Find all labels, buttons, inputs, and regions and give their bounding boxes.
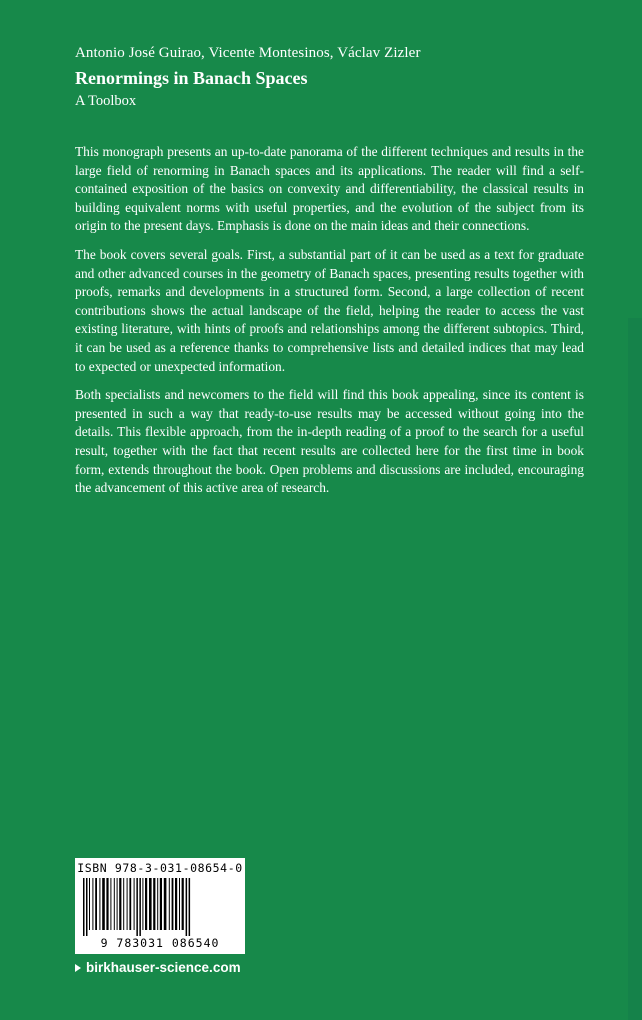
- book-title: Renormings in Banach Spaces: [75, 68, 308, 88]
- book-header: [75, 43, 595, 111]
- description-paragraph-2: The book covers several goals. First, a substantial part of it can be used as a text for graduate and other advanced courses in the geometry of Banach spaces, presenting results together with proofs, remarks and developments in a structured form. Second, a large collection of recent contributions shows the actual landscape of the field, helping the reader to access the vast existing literature, with hints of proofs and relationships among the different subtopics. Third, it can be used as a reference thanks to comprehensive lists and detailed indices that may lead to expected or unexpected information.: [75, 246, 584, 374]
- isbn-label: ISBN 978-3-031-08654-0: [77, 861, 243, 875]
- triangle-right-icon: [75, 964, 81, 972]
- barcode-digits: 9 783031 086540: [100, 936, 220, 950]
- description-paragraph-1: This monograph presents an up-to-date panorama of the different techniques and results in the large field of renorming in Banach spaces and its applications. The reader will find a self-contained exposition of the basics on convexity and differentiability, the classical results in building equivalent norms with useful properties, and the evolution of the subject from its origin to the present days. Emphasis is done on the main ideas and their connections.: [75, 144, 584, 234]
- website-link-label: birkhauser-science.com: [86, 960, 241, 975]
- website-link[interactable]: [75, 960, 241, 975]
- book-description: [75, 143, 584, 508]
- book-authors: Antonio José Guirao, Vicente Montesinos, Václav Zizler: [75, 45, 421, 61]
- isbn-barcode: [75, 858, 245, 954]
- book-subtitle: A Toolbox: [75, 93, 137, 109]
- description-paragraph-3: Both specialists and newcomers to the field will find this book appealing, since its content is presented in such a way that ready-to-use results may be accessed without going into the details. This flexible approach, from the in-depth reading of a proof to the search for a useful result, together with the fact that recent results are collected here for the first time in book form, extends throughout the book. Open problems and discussions are included, encouraging the advancement of this active area of research.: [75, 387, 584, 496]
- cover-edge-shade: [628, 318, 642, 1020]
- barcode-icon: [81, 878, 239, 936]
